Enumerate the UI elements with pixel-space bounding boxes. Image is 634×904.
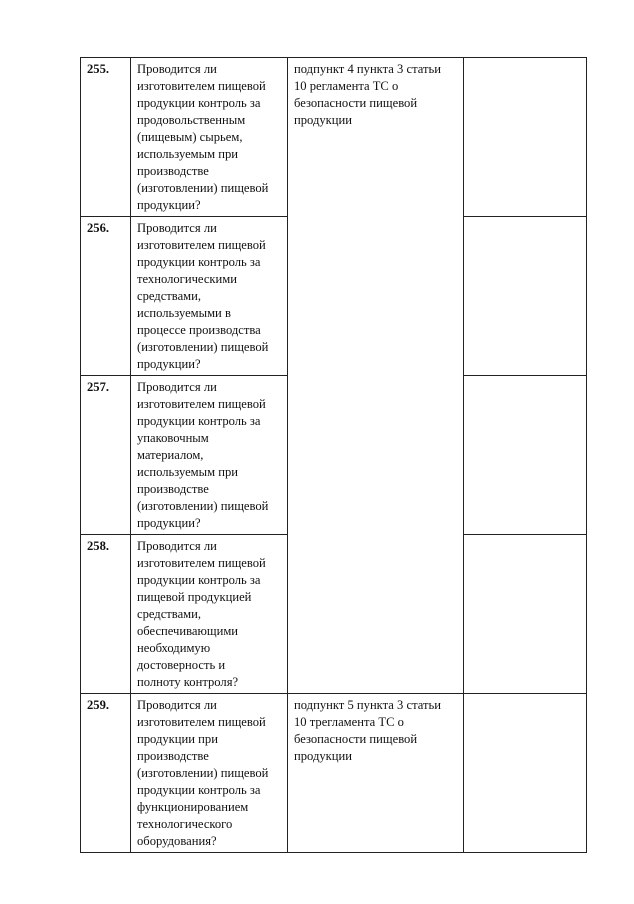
checklist-table [80, 57, 587, 853]
question-text: Проводится ли изготовителем пищевой продукции контроль за упаковочным материалом, используемым при производстве (изготовлении) пищевой продукции? [131, 376, 288, 535]
answer-cell[interactable] [464, 376, 587, 535]
answer-cell[interactable] [464, 694, 587, 853]
answer-cell[interactable] [464, 217, 587, 376]
row-number: 256. [81, 217, 131, 376]
answer-cell[interactable] [464, 58, 587, 217]
legal-reference: подпункт 5 пункта 3 статьи 10 трегламента ТС о безопасности пищевой продукции [288, 694, 464, 853]
question-text: Проводится ли изготовителем пищевой продукции при производстве (изготовлении) пищевой продукции контроль за функционированием технологического оборудования? [131, 694, 288, 853]
question-text: Проводится ли изготовителем пищевой продукции контроль за пищевой продукцией средствами, обеспечивающими необходимую достоверность и полноту контроля? [131, 535, 288, 694]
row-number: 255. [81, 58, 131, 217]
answer-cell[interactable] [464, 535, 587, 694]
question-text: Проводится ли изготовителем пищевой продукции контроль за продовольственным (пищевым) сырьем, используемым при производстве (изготовлении) пищевой продукции? [131, 58, 288, 217]
question-text: Проводится ли изготовителем пищевой продукции контроль за технологическими средствами, используемыми в процессе производства (изготовлении) пищевой продукции? [131, 217, 288, 376]
row-number: 257. [81, 376, 131, 535]
row-number: 259. [81, 694, 131, 853]
row-number: 258. [81, 535, 131, 694]
table-row [81, 694, 587, 853]
table-row [81, 58, 587, 217]
legal-reference: подпункт 4 пункта 3 статьи 10 регламента ТС о безопасности пищевой продукции [288, 58, 464, 694]
